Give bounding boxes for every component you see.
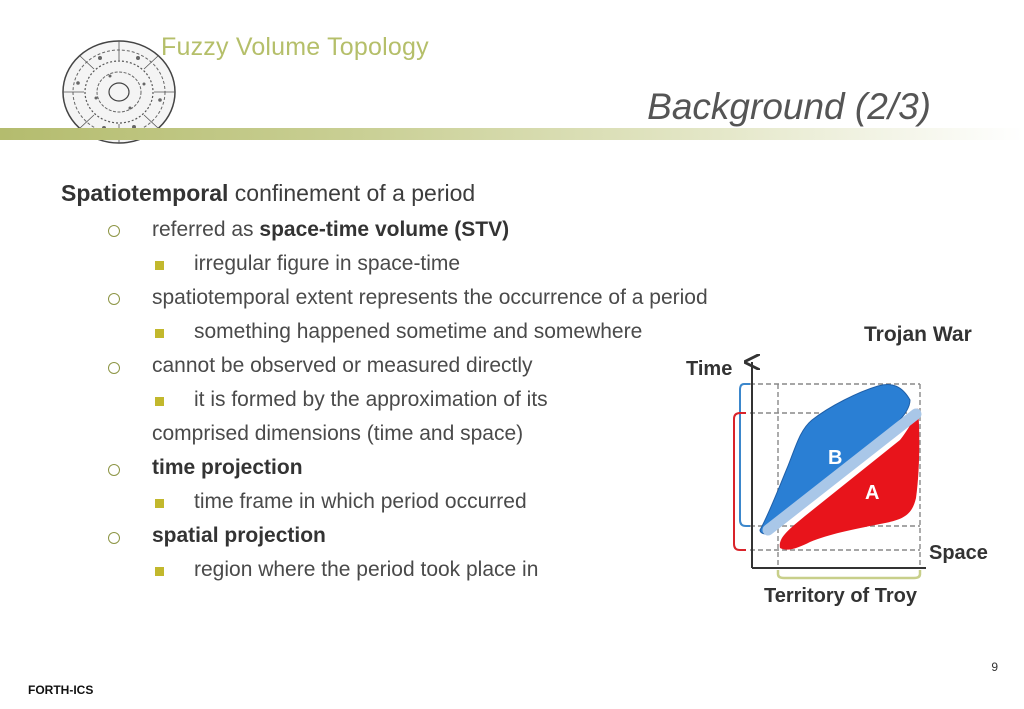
- sub-bullet-approximation-cont: comprised dimensions (time and space): [152, 422, 524, 445]
- time-axis-label: Time: [686, 358, 733, 380]
- brand-title: Fuzzy Volume Topology: [161, 33, 429, 61]
- hollow-circle-bullet-icon: [108, 464, 120, 476]
- bullet-time-projection: [152, 456, 303, 480]
- region-b-label: B: [828, 447, 843, 469]
- main-bullet: [61, 180, 475, 207]
- diagram-title: Trojan War: [864, 323, 972, 346]
- bullet-time-projection-bold: time projection: [152, 456, 303, 479]
- square-bullet-icon: [155, 567, 164, 576]
- page-number: 9: [991, 660, 998, 674]
- bullet-extent: spatiotemporal extent represents the occurrence of a period: [152, 286, 708, 309]
- hollow-circle-bullet-icon: [108, 225, 120, 237]
- bullet-spatial-projection: [152, 524, 326, 548]
- square-bullet-icon: [155, 329, 164, 338]
- bracket-time-b: [740, 384, 750, 526]
- bullet-spatial-projection-bold: spatial projection: [152, 524, 326, 547]
- hollow-circle-bullet-icon: [108, 532, 120, 544]
- stv-diagram-graphic: [680, 320, 1010, 620]
- bullet-stv: [152, 218, 509, 242]
- hollow-circle-bullet-icon: [108, 293, 120, 305]
- sub-bullet-happened: something happened sometime and somewhere: [194, 320, 643, 343]
- sub-bullet-time-frame: time frame in which period occurred: [194, 490, 527, 513]
- sub-bullet-approximation: it is formed by the approximation of its: [194, 388, 548, 411]
- page-title: Background (2/3): [647, 86, 931, 127]
- square-bullet-icon: [155, 261, 164, 270]
- sub-bullet-irregular: irregular figure in space-time: [194, 252, 461, 275]
- bullet-observed: cannot be observed or measured directly: [152, 354, 533, 377]
- sub-bullet-region: region where the period took place in: [194, 558, 539, 581]
- region-a-label: A: [865, 482, 880, 504]
- stv-diagram: [680, 320, 1010, 620]
- territory-label: Territory of Troy: [764, 585, 917, 607]
- bracket-space: [778, 570, 920, 578]
- main-bullet-text: confinement of a period: [228, 180, 476, 206]
- footer-org: FORTH-ICS: [28, 683, 94, 697]
- main-bullet-bold: Spatiotemporal: [61, 180, 229, 206]
- square-bullet-icon: [155, 499, 164, 508]
- space-axis-label: Space: [929, 542, 988, 564]
- square-bullet-icon: [155, 397, 164, 406]
- hollow-circle-bullet-icon: [108, 362, 120, 374]
- bullet-stv-bold: space-time volume (STV): [259, 218, 510, 241]
- bullet-stv-text: referred as: [152, 218, 260, 241]
